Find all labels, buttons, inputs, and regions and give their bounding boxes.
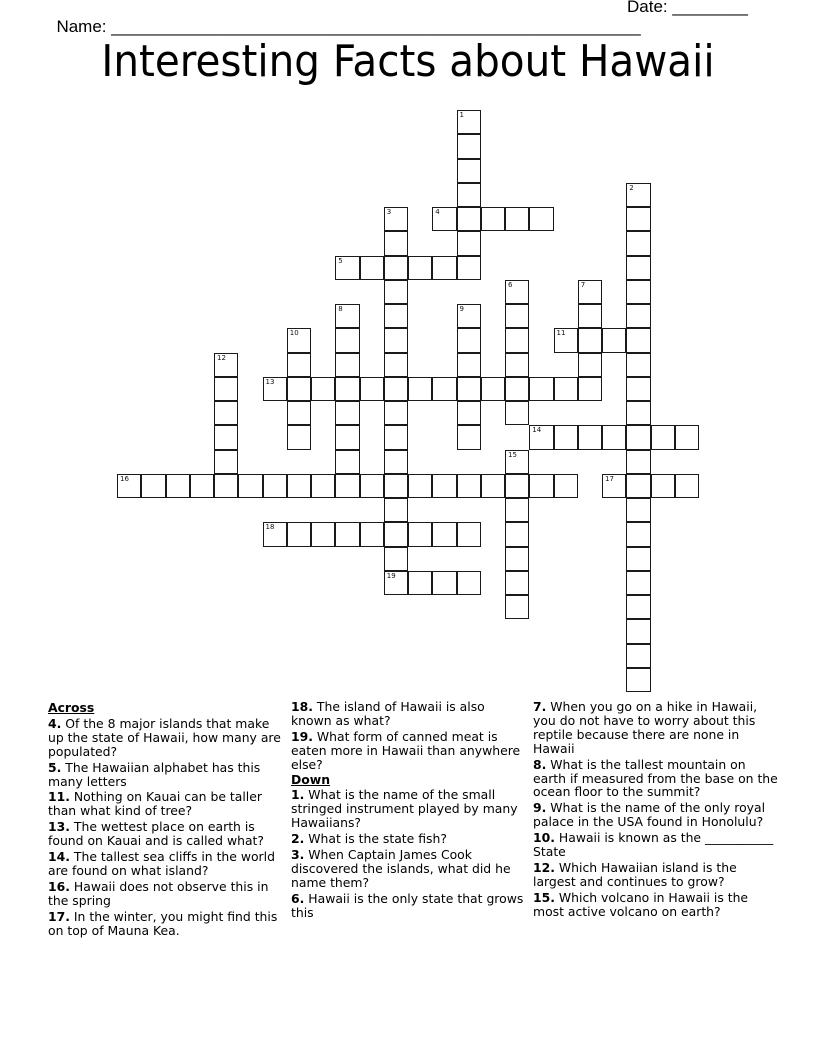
crossword-cell[interactable] bbox=[626, 595, 650, 619]
crossword-cell[interactable] bbox=[263, 377, 287, 401]
clue-across-16: 16. Hawaii does not observe this in the spring bbox=[48, 878, 269, 908]
crossword-cell[interactable] bbox=[505, 280, 529, 304]
crossword-cell[interactable] bbox=[529, 474, 553, 498]
clue-across-4: 4. Of the 8 major islands that make up the state of Hawaii, how many are populated? bbox=[48, 715, 281, 759]
crossword-cell[interactable] bbox=[287, 425, 311, 449]
crossword-cell[interactable] bbox=[214, 353, 238, 377]
crossword-cell[interactable] bbox=[384, 450, 408, 474]
crossword-cell[interactable] bbox=[408, 571, 432, 595]
crossword-cell[interactable] bbox=[384, 304, 408, 328]
crossword-cell[interactable] bbox=[554, 377, 578, 401]
crossword-cell[interactable] bbox=[384, 256, 408, 280]
crossword-cell[interactable] bbox=[214, 401, 238, 425]
clue-number: 8 bbox=[338, 305, 343, 313]
crossword-cell[interactable] bbox=[287, 474, 311, 498]
crossword-cell[interactable] bbox=[432, 522, 456, 546]
crossword-cell[interactable] bbox=[602, 474, 626, 498]
clue-number: 16 bbox=[120, 474, 129, 483]
clue-number: 19 bbox=[386, 571, 396, 580]
crossword-cell[interactable] bbox=[335, 377, 359, 401]
clue-down-3: 3. When Captain James Cook discovered the islands, what did he name them? bbox=[291, 847, 511, 890]
crossword-cell[interactable] bbox=[432, 207, 456, 231]
clue-number: 17 bbox=[605, 474, 614, 483]
crossword-cell[interactable] bbox=[335, 304, 359, 328]
clues-column-1 bbox=[48, 700, 284, 938]
crossword-cell[interactable] bbox=[481, 377, 505, 401]
clue-across-5: 5. The Hawaiian alphabet has this many letters bbox=[48, 759, 261, 789]
crossword-cell[interactable] bbox=[578, 280, 602, 304]
clue-down-9: 9. What is the name of the only royal palace in the USA found in Honolulu? bbox=[533, 800, 766, 830]
crossword-cell[interactable] bbox=[505, 377, 529, 401]
crossword-cell[interactable] bbox=[505, 522, 529, 546]
crossword-cell[interactable] bbox=[675, 425, 699, 449]
page-title: Interesting Facts about Hawaii bbox=[101, 36, 715, 87]
crossword-cell[interactable] bbox=[432, 474, 456, 498]
clue-number: 1 bbox=[459, 111, 464, 119]
crossword-cell[interactable] bbox=[554, 425, 578, 449]
crossword-cell[interactable] bbox=[457, 522, 481, 546]
crossword-cell[interactable] bbox=[457, 328, 481, 352]
clue-number: 15 bbox=[508, 450, 517, 459]
crossword-cell[interactable] bbox=[190, 474, 214, 498]
crossword-cell[interactable] bbox=[626, 474, 650, 498]
crossword-cell[interactable] bbox=[626, 619, 650, 643]
crossword-cell[interactable] bbox=[384, 425, 408, 449]
crossword-cell[interactable] bbox=[384, 280, 408, 304]
clue-across-17: 17. In the winter, you might find this on top of Mauna Kea. bbox=[48, 908, 278, 938]
crossword-cell[interactable] bbox=[384, 401, 408, 425]
across-heading: Across bbox=[48, 700, 95, 715]
crossword-cell[interactable] bbox=[626, 377, 650, 401]
clue-down-10: 10. Hawaii is known as the ___________ State bbox=[533, 830, 774, 860]
clue-down-1: 1. What is the name of the small stringed instrument played by many Hawaiians? bbox=[291, 787, 518, 831]
crossword-cell[interactable] bbox=[626, 644, 650, 668]
clues-column-2 bbox=[291, 700, 527, 920]
clue-number: 18 bbox=[265, 523, 275, 532]
crossword-cell[interactable] bbox=[408, 522, 432, 546]
crossword-cell[interactable] bbox=[651, 425, 675, 449]
clue-down-15: 15. Which volcano in Hawaii is the most active volcano on earth? bbox=[533, 889, 749, 919]
crossword-cell[interactable] bbox=[626, 231, 650, 255]
crossword-cell[interactable] bbox=[335, 425, 359, 449]
crossword-cell[interactable] bbox=[457, 256, 481, 280]
crossword-cell[interactable] bbox=[384, 377, 408, 401]
crossword-cell[interactable] bbox=[626, 304, 650, 328]
crossword-cell[interactable] bbox=[626, 401, 650, 425]
crossword-cell[interactable] bbox=[505, 595, 529, 619]
crossword-cell[interactable] bbox=[554, 474, 578, 498]
crossword-cell[interactable] bbox=[335, 328, 359, 352]
crossword-cell[interactable] bbox=[287, 377, 311, 401]
crossword-cell[interactable] bbox=[457, 377, 481, 401]
crossword-cell[interactable] bbox=[505, 328, 529, 352]
crossword-cell[interactable] bbox=[384, 571, 408, 595]
crossword-cell[interactable] bbox=[408, 256, 432, 280]
crossword-cell[interactable] bbox=[626, 353, 650, 377]
clue-across-13: 13. The wettest place on earth is found on Kauai and is called what? bbox=[48, 819, 264, 849]
crossword-cell[interactable] bbox=[117, 474, 141, 498]
clue-number: 2 bbox=[629, 183, 634, 192]
crossword-cell[interactable] bbox=[457, 183, 481, 207]
crossword-cell[interactable] bbox=[626, 207, 650, 231]
crossword-cell[interactable] bbox=[578, 377, 602, 401]
crossword-cell[interactable] bbox=[626, 522, 650, 546]
crossword-cell[interactable] bbox=[384, 498, 408, 522]
crossword-cell[interactable] bbox=[626, 571, 650, 595]
clue-number: 3 bbox=[386, 208, 392, 216]
crossword-cell[interactable] bbox=[505, 547, 529, 571]
crossword-cell[interactable] bbox=[626, 668, 650, 692]
crossword-cell[interactable] bbox=[626, 498, 650, 522]
clue-down-7: 7. When you go on a hike in Hawaii, you do not have to worry about this reptile because there are none in Hawaii bbox=[533, 699, 758, 756]
clue-down-12: 12. Which Hawaiian island is the largest and continues to grow? bbox=[533, 859, 737, 889]
crossword-cell[interactable] bbox=[384, 474, 408, 498]
crossword-cell[interactable] bbox=[287, 522, 311, 546]
crossword-cell[interactable] bbox=[384, 231, 408, 255]
clue-down-8: 8. What is the tallest mountain on earth if measured from the base on the ocean floor to the summit? bbox=[533, 756, 778, 800]
crossword-cell[interactable] bbox=[481, 207, 505, 231]
crossword-cell[interactable] bbox=[214, 377, 238, 401]
clue-number: 7 bbox=[580, 280, 586, 289]
crossword-cell[interactable] bbox=[384, 522, 408, 546]
crossword-cell[interactable] bbox=[408, 474, 432, 498]
crossword-cell[interactable] bbox=[360, 474, 384, 498]
crossword-cell[interactable] bbox=[214, 450, 238, 474]
crossword-cell[interactable] bbox=[287, 328, 311, 352]
clue-number: 6 bbox=[508, 280, 513, 289]
crossword-cell[interactable] bbox=[554, 328, 578, 352]
crossword-cell[interactable] bbox=[457, 353, 481, 377]
clue-down-6: 6. Hawaii is the only state that grows this bbox=[291, 890, 524, 920]
crossword-cell[interactable] bbox=[505, 401, 529, 425]
clue-across-11: 11. Nothing on Kauai can be taller than what kind of tree? bbox=[48, 789, 262, 819]
clue-across-18: 18. The island of Hawaii is also known as what? bbox=[291, 699, 485, 728]
crossword-cell[interactable] bbox=[384, 547, 408, 571]
clue-down-2: 2. What is the state fish? bbox=[291, 831, 447, 847]
crossword-cell[interactable] bbox=[214, 474, 238, 498]
crossword-cell[interactable] bbox=[457, 231, 481, 255]
crossword-cell[interactable] bbox=[360, 522, 384, 546]
crossword-cell[interactable] bbox=[578, 425, 602, 449]
crossword-cell[interactable] bbox=[311, 377, 335, 401]
crossword-cell[interactable] bbox=[263, 474, 287, 498]
crossword-cell[interactable] bbox=[626, 547, 650, 571]
crossword-cell[interactable] bbox=[432, 571, 456, 595]
crossword-cell[interactable] bbox=[505, 353, 529, 377]
crossword-cell[interactable] bbox=[626, 183, 650, 207]
crossword-cell[interactable] bbox=[505, 450, 529, 474]
clue-number: 4 bbox=[435, 208, 440, 216]
crossword-cell[interactable] bbox=[287, 353, 311, 377]
crossword-cell[interactable] bbox=[263, 522, 287, 546]
clue-number: 12 bbox=[217, 353, 226, 362]
crossword-cell[interactable] bbox=[335, 474, 359, 498]
crossword-cell[interactable] bbox=[360, 377, 384, 401]
crossword-cell[interactable] bbox=[529, 207, 553, 231]
clues-column-3 bbox=[533, 700, 778, 919]
clue-number: 9 bbox=[459, 305, 464, 313]
crossword-cell[interactable] bbox=[384, 328, 408, 352]
crossword-cell[interactable] bbox=[675, 474, 699, 498]
crossword-cell[interactable] bbox=[408, 377, 432, 401]
down-heading: Down bbox=[291, 771, 331, 787]
crossword-cell[interactable] bbox=[457, 110, 481, 134]
crossword-cell[interactable] bbox=[505, 571, 529, 595]
crossword-cell[interactable] bbox=[214, 425, 238, 449]
clue-number: 13 bbox=[265, 377, 275, 386]
crossword-cell[interactable] bbox=[626, 280, 650, 304]
crossword-cell[interactable] bbox=[457, 134, 481, 158]
crossword-cell[interactable] bbox=[578, 304, 602, 328]
crossword-cell[interactable] bbox=[578, 353, 602, 377]
crossword-cell[interactable] bbox=[626, 450, 650, 474]
crossword-cell[interactable] bbox=[287, 401, 311, 425]
crossword-cell[interactable] bbox=[505, 207, 529, 231]
crossword-cell[interactable] bbox=[505, 498, 529, 522]
crossword-cell[interactable] bbox=[166, 474, 190, 498]
crossword-cell[interactable] bbox=[432, 256, 456, 280]
crossword-cell[interactable] bbox=[529, 377, 553, 401]
crossword-cell[interactable] bbox=[529, 425, 553, 449]
crossword-cell[interactable] bbox=[457, 474, 481, 498]
crossword-cell[interactable] bbox=[651, 474, 675, 498]
crossword-cell[interactable] bbox=[335, 256, 359, 280]
crossword-cell[interactable] bbox=[335, 401, 359, 425]
crossword-cell[interactable] bbox=[578, 328, 602, 352]
crossword-cell[interactable] bbox=[141, 474, 165, 498]
crossword-cell[interactable] bbox=[432, 377, 456, 401]
crossword-cell[interactable] bbox=[505, 474, 529, 498]
crossword-cell[interactable] bbox=[384, 353, 408, 377]
crossword-cell[interactable] bbox=[457, 304, 481, 328]
crossword-cell[interactable] bbox=[311, 474, 335, 498]
clue-number: 14 bbox=[532, 426, 542, 435]
crossword-cell[interactable] bbox=[238, 474, 262, 498]
clue-number: 11 bbox=[556, 329, 566, 338]
clue-across-19: 19. What form of canned meat is eaten more in Hawaii than anywhere else? bbox=[291, 728, 521, 772]
clue-across-14: 14. The tallest sea cliffs in the world are found on what island? bbox=[48, 849, 275, 878]
crossword-cell[interactable] bbox=[335, 522, 359, 546]
clue-number: 5 bbox=[338, 256, 343, 265]
crossword-cell[interactable] bbox=[457, 159, 481, 183]
crossword-cell[interactable] bbox=[626, 425, 650, 449]
crossword-cell[interactable] bbox=[457, 207, 481, 231]
crossword-cell[interactable] bbox=[505, 304, 529, 328]
crossword-cell[interactable] bbox=[626, 328, 650, 352]
crossword-cell[interactable] bbox=[384, 207, 408, 231]
crossword-cell[interactable] bbox=[626, 256, 650, 280]
crossword-cell[interactable] bbox=[360, 256, 384, 280]
name-field[interactable]: Name: ________________________________________________________ bbox=[56, 17, 641, 36]
crossword-cell[interactable] bbox=[481, 474, 505, 498]
crossword-cell[interactable] bbox=[335, 353, 359, 377]
crossword-cell[interactable] bbox=[457, 401, 481, 425]
crossword-cell[interactable] bbox=[457, 571, 481, 595]
crossword-cell[interactable] bbox=[602, 328, 626, 352]
clue-number: 10 bbox=[289, 329, 299, 338]
date-field[interactable]: Date: ________ bbox=[627, 0, 748, 16]
crossword-cell[interactable] bbox=[335, 450, 359, 474]
crossword-cell[interactable] bbox=[311, 522, 335, 546]
crossword-cell[interactable] bbox=[602, 425, 626, 449]
crossword-cell[interactable] bbox=[457, 425, 481, 449]
